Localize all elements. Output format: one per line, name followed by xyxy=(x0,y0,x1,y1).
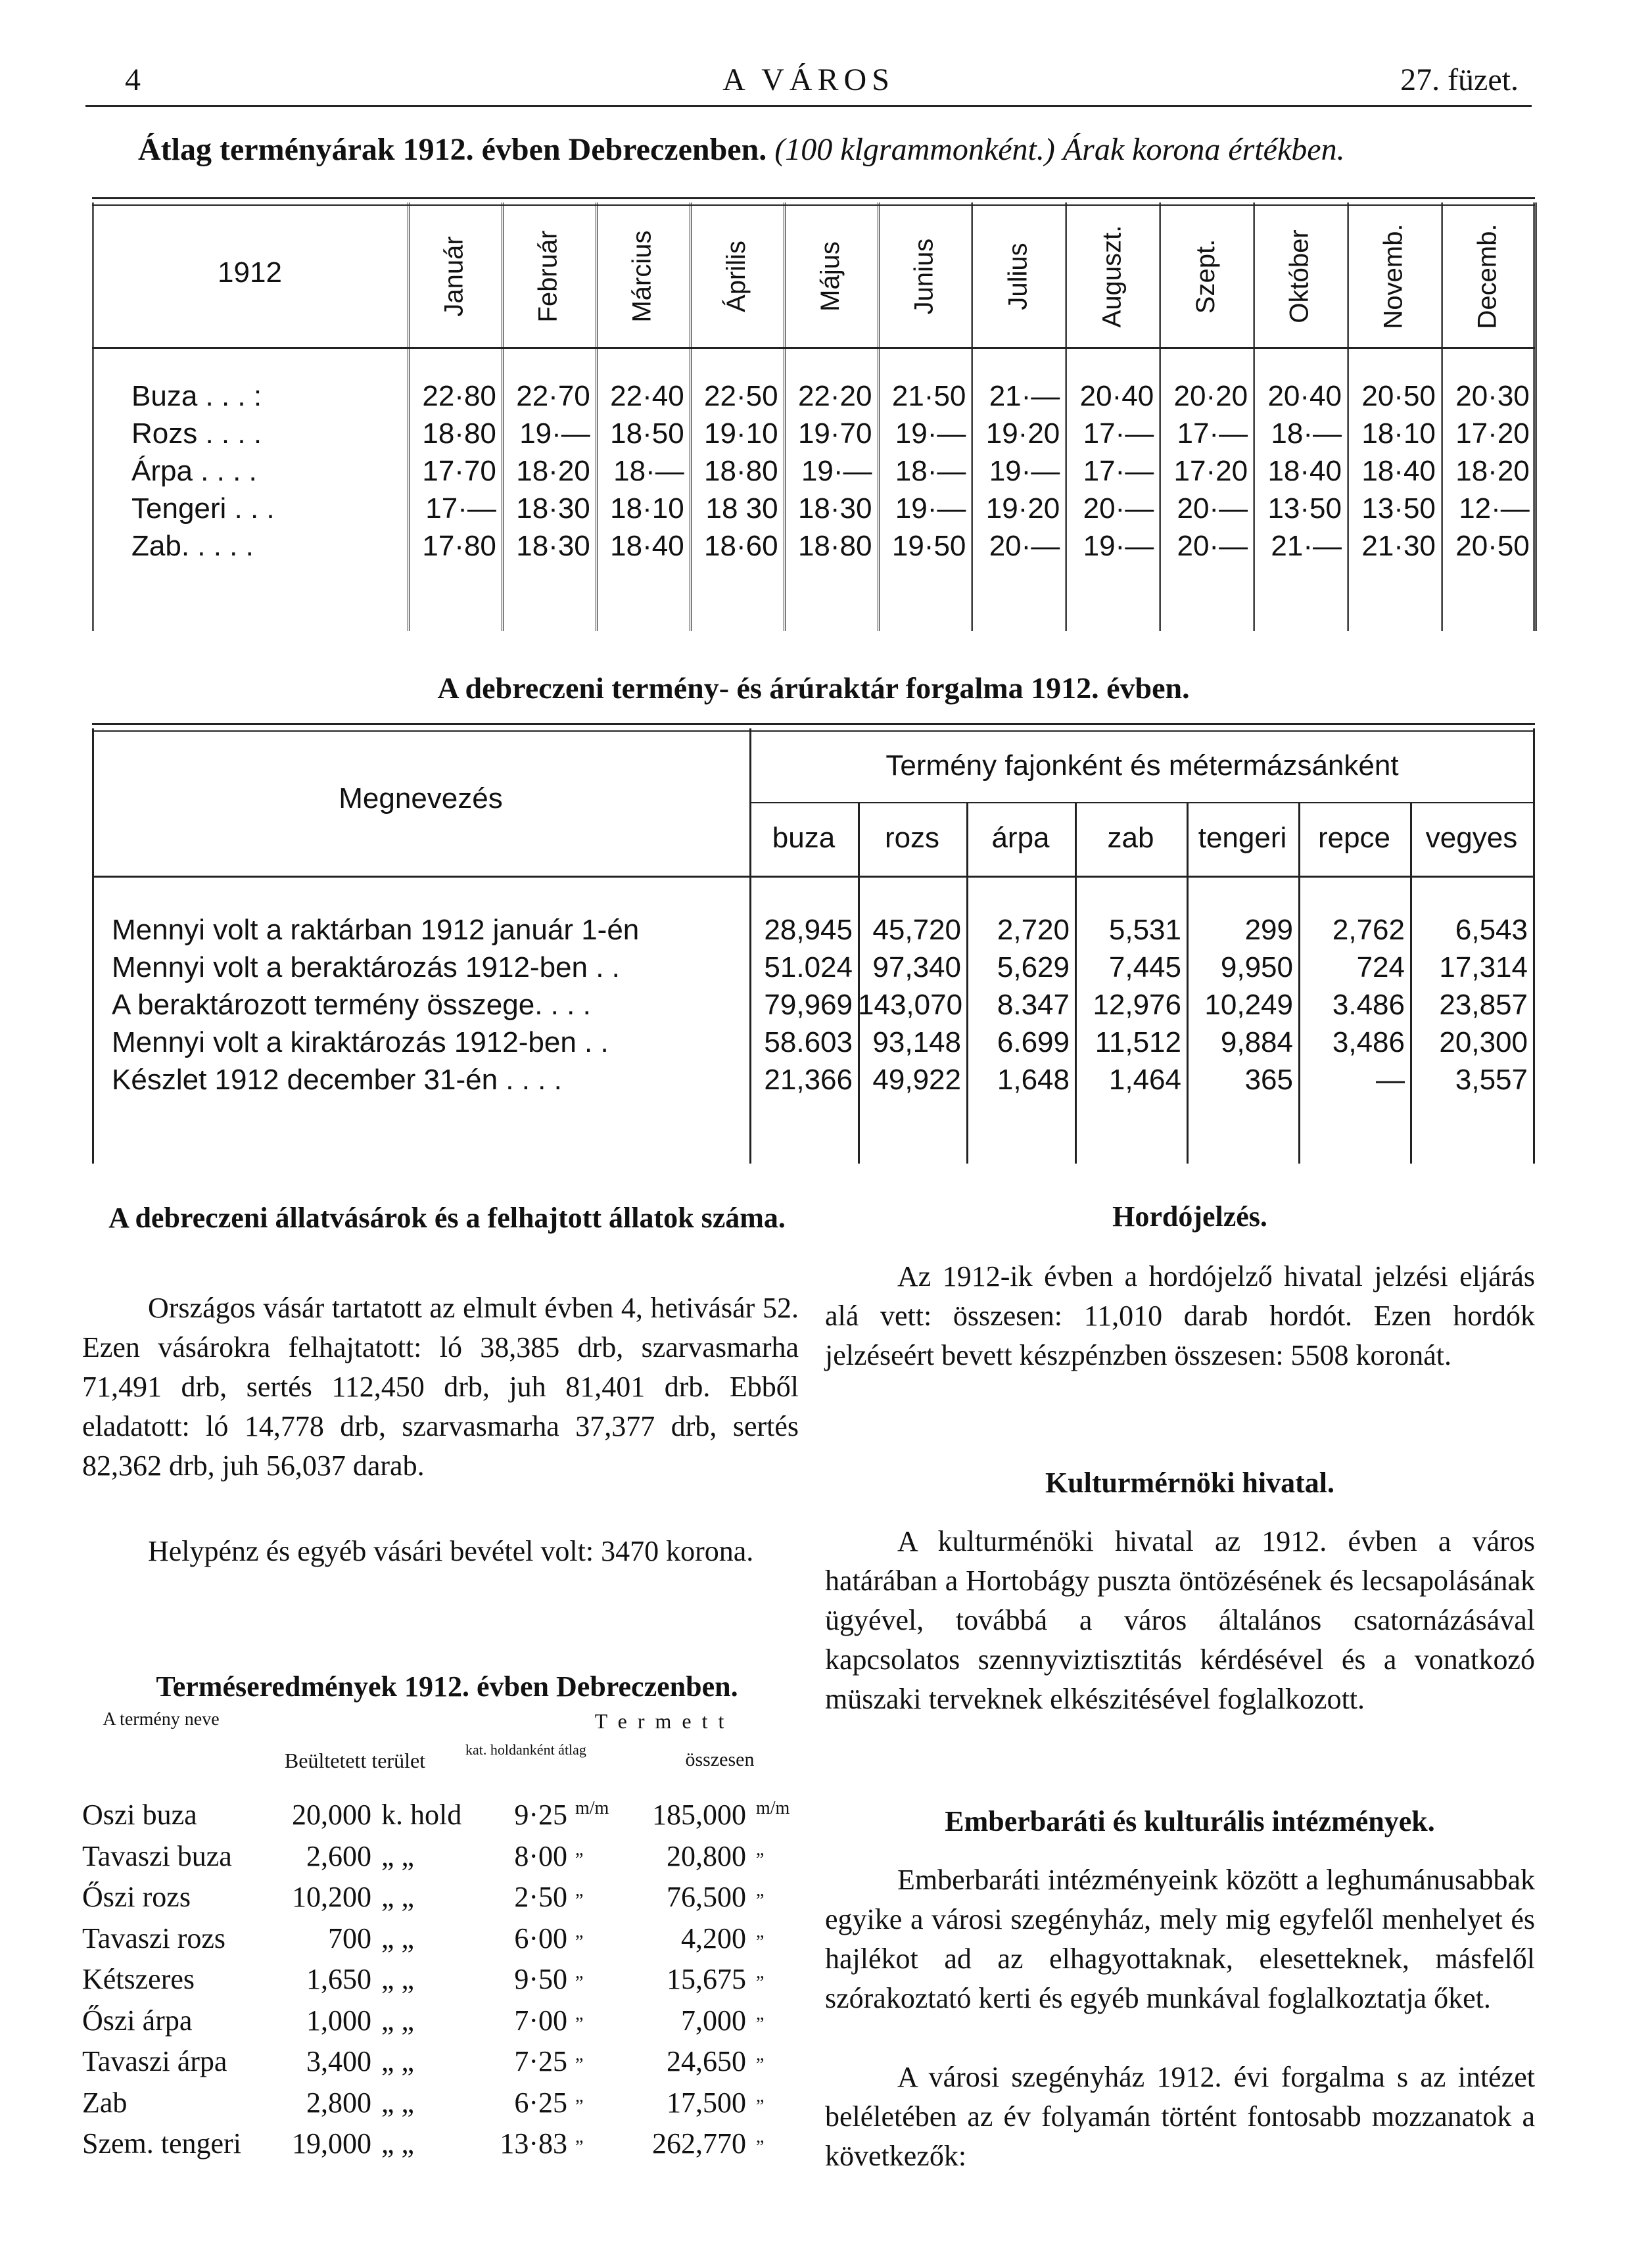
crop-total: 15,675 xyxy=(667,1963,746,1995)
crop-name: Szem. tengeri xyxy=(82,2127,241,2160)
warehouse-row-label: Készlet 1912 december 31-én . . . . xyxy=(112,1064,562,1096)
livestock-paragraph-2: Helypénz és egyéb vásári bevétel volt: 3470 korona. xyxy=(148,1535,754,1567)
crop-area: 19,000 xyxy=(292,2127,371,2160)
price-cell: 18·30 xyxy=(797,492,872,525)
livestock-title: A debreczeni állatvásárok és a felhajtott állatok száma. xyxy=(108,1202,786,1234)
price-cell: 18·10 xyxy=(610,492,684,525)
price-cell: 19·— xyxy=(895,417,966,450)
price-cell: 18·20 xyxy=(1455,455,1530,487)
price-cell: 12·— xyxy=(1459,492,1530,525)
price-cell: 19·50 xyxy=(891,530,966,562)
month-label: Május xyxy=(815,241,845,312)
price-cell: 18·50 xyxy=(610,417,684,450)
crop-total: 7,000 xyxy=(681,2004,746,2037)
name-header: Megnevezés xyxy=(339,782,503,815)
crop-area-unit: „ „ xyxy=(381,2127,415,2160)
crop-avg-unit: „ xyxy=(575,2003,584,2024)
crop-avg-unit: „ xyxy=(575,1921,584,1942)
crop-name: Őszi árpa xyxy=(82,2004,193,2037)
price-cell: 18·10 xyxy=(1361,417,1436,450)
warehouse-cell: 1,464 xyxy=(1108,1064,1181,1096)
warehouse-cell: 143,070 xyxy=(858,989,963,1021)
issue-label: 27. füzet. xyxy=(1400,62,1519,97)
crop-total-unit: „ xyxy=(756,1839,765,1860)
month-header-5 xyxy=(878,210,972,342)
month-header-0 xyxy=(408,210,502,342)
crop-avg: 7·25 xyxy=(514,2045,567,2077)
crop-total: 262,770 xyxy=(652,2127,746,2160)
crop-name: Tavaszi árpa xyxy=(82,2045,227,2077)
crop-avg-unit: „ xyxy=(575,2127,584,2147)
warehouse-cell: 3,486 xyxy=(1332,1026,1405,1058)
crop-avg: 2·50 xyxy=(514,1881,567,1913)
month-header-2 xyxy=(596,210,690,342)
price-cell: 17·80 xyxy=(422,530,496,562)
price-cell: 18·— xyxy=(613,455,684,487)
warehouse-cell: 5,531 xyxy=(1108,914,1181,946)
crop-avg-unit: „ xyxy=(575,1839,584,1860)
table-rule xyxy=(92,347,1535,349)
month-label: Március xyxy=(627,229,657,323)
warehouse-table xyxy=(92,723,1535,1164)
price-cell: 18·— xyxy=(895,455,966,487)
ember-paragraph-2: A városi szegényház 1912. évi forgalma s az intézet beléletében az év folyamán történt fontosabb mozzanatok a következők: xyxy=(825,2061,1535,2172)
price-cell: 18·80 xyxy=(704,455,778,487)
price-cell: 19·— xyxy=(801,455,872,487)
price-cell: 19·— xyxy=(519,417,590,450)
crop-total-unit: „ xyxy=(756,1962,765,1983)
price-cell: 18·40 xyxy=(1267,455,1342,487)
month-header-3 xyxy=(690,210,784,342)
price-cell: 18·30 xyxy=(516,530,590,562)
total-header: összesen xyxy=(685,1749,755,1770)
commodity-header: zab xyxy=(1107,822,1154,854)
crop-avg-unit: „ xyxy=(575,1880,584,1901)
table-rule xyxy=(92,876,1535,878)
crop-total-unit: „ xyxy=(756,2044,765,2065)
month-label: Február xyxy=(533,229,563,323)
warehouse-cell: 45,720 xyxy=(872,914,961,946)
crop-area-unit: „ „ xyxy=(381,1963,415,1995)
column-line xyxy=(1535,202,1537,631)
warehouse-cell: 724 xyxy=(1356,951,1405,983)
price-cell: 18·80 xyxy=(797,530,872,562)
warehouse-cell: 58.603 xyxy=(764,1026,853,1058)
table-rule xyxy=(92,723,1535,732)
warehouse-cell: 299 xyxy=(1244,914,1293,946)
price-cell: 13·50 xyxy=(1361,492,1436,525)
warehouse-cell: — xyxy=(1376,1064,1405,1096)
commodity-header: buza xyxy=(772,822,836,854)
livestock-paragraph-1: Országos vásár tartatott az elmult évben 4, hetivásár 52. Ezen vásárokra felhajtatott: ló 38,385 drb, szarvasmarha 71,491 drb, sertés 112,450 drb, juh 81,401 drb. Ebből eladatott: ló 14,778 drb, szarvasmarha 37,377 drb, sertés 82,362 drb, juh 56,037 darab. xyxy=(82,1292,799,1482)
kultur-paragraph: A kulturménöki hivatal az 1912. évben a város határában a Hortobágy puszta öntözésének és lecsapolásának ügyével, továbbá a város általános csatornázásával kapcsolatos szennyviztisztitás kérdésével és a vonatkozó müszaki terveknek elkészitésével foglalkozott. xyxy=(825,1525,1535,1715)
warehouse-cell: 23,857 xyxy=(1439,989,1528,1021)
crop-avg: 9·50 xyxy=(514,1963,567,1995)
avg-header: kat. holdanként átlag xyxy=(465,1741,586,1758)
price-cell: 21·— xyxy=(1271,530,1342,562)
price-cell: 18·30 xyxy=(516,492,590,525)
prices-table xyxy=(92,197,1535,631)
hordo-title: Hordójelzés. xyxy=(1112,1200,1267,1233)
crop-name: Őszi rozs xyxy=(82,1881,191,1913)
crop-name: Oszi buza xyxy=(82,1799,197,1831)
price-cell: 20·40 xyxy=(1267,380,1342,412)
hordo-paragraph: Az 1912-ik évben a hordójelző hivatal jelzési eljárás alá vett: összesen: 11,010 darab hordót. Ezen hordók jelzéseért bevett készpénzben összesen: 5508 koronát. xyxy=(825,1260,1535,1371)
warehouse-cell: 21,366 xyxy=(764,1064,853,1096)
month-header-11 xyxy=(1441,210,1535,342)
crop-area-unit: k. hold xyxy=(381,1799,462,1831)
price-cell: 22·20 xyxy=(797,380,872,412)
crop-row xyxy=(82,1798,812,1839)
area-header: Beültetett terület xyxy=(284,1749,426,1772)
warehouse-cell: 97,340 xyxy=(872,951,961,983)
price-cell: 17·— xyxy=(1177,417,1248,450)
price-row-label: Zab. . . . . xyxy=(131,530,254,562)
price-cell: 20·40 xyxy=(1079,380,1154,412)
warehouse-row-label: Mennyi volt a raktárban 1912 január 1-én xyxy=(112,914,640,946)
crop-row xyxy=(82,2127,812,2167)
price-cell: 17·20 xyxy=(1455,417,1530,450)
warehouse-cell: 49,922 xyxy=(872,1064,961,1096)
ember-title: Emberbaráti és kulturális intézmények. xyxy=(945,1805,1435,1837)
price-cell: 18·40 xyxy=(1361,455,1436,487)
crop-total-unit: m/m xyxy=(756,1798,790,1818)
price-cell: 20·— xyxy=(1083,492,1154,525)
commodity-header: repce xyxy=(1317,822,1391,854)
price-cell: 21·50 xyxy=(891,380,966,412)
price-cell: 19·20 xyxy=(985,492,1060,525)
crop-avg: 8·00 xyxy=(514,1839,567,1872)
crop-name: Tavaszi rozs xyxy=(82,1922,226,1954)
warehouse-row-label: Mennyi volt a beraktározás 1912-ben . . xyxy=(112,951,620,983)
crop-total: 17,500 xyxy=(667,2086,746,2119)
warehouse-cell: 1,648 xyxy=(997,1064,1070,1096)
warehouse-cell: 28,945 xyxy=(764,914,853,946)
month-header-10 xyxy=(1347,210,1441,342)
price-cell: 22·80 xyxy=(422,380,496,412)
warehouse-cell: 10,249 xyxy=(1204,989,1293,1021)
price-cell: 20·50 xyxy=(1455,530,1530,562)
warehouse-row-label: Mennyi volt a kiraktározás 1912-ben . . xyxy=(112,1026,609,1058)
page-header xyxy=(85,53,1532,107)
price-cell: 18·— xyxy=(1271,417,1342,450)
month-label: Auguszt. xyxy=(1097,225,1127,327)
month-label: Április xyxy=(721,240,751,312)
warehouse-row-label: A beraktározott termény összege. . . . xyxy=(112,989,591,1021)
crop-total-unit: „ xyxy=(756,2127,765,2147)
crop-name: Kétszeres xyxy=(82,1963,195,1995)
warehouse-cell: 79,969 xyxy=(764,989,853,1021)
crop-avg-unit: „ xyxy=(575,2085,584,2106)
table-rule xyxy=(92,197,1535,206)
group-header: Termény fajonként és métermázsánként xyxy=(885,749,1399,782)
crop-area-unit: „ „ xyxy=(381,1922,415,1954)
warehouse-table-title: A debreczeni termény- és árúraktár forgalma 1912. évben. xyxy=(437,671,1190,705)
crop-avg-unit: m/m xyxy=(575,1798,609,1818)
warehouse-cell: 9,884 xyxy=(1220,1026,1293,1058)
price-cell: 18·60 xyxy=(704,530,778,562)
table-rule xyxy=(749,802,1535,803)
prices-title-main: Átlag terményárak 1912. évben Debreczenben. xyxy=(138,132,767,167)
warehouse-cell: 12,976 xyxy=(1093,989,1181,1021)
year-label: 1912 xyxy=(218,256,282,289)
price-cell: 22·70 xyxy=(516,380,590,412)
crops-title: Terméseredmények 1912. évben Debreczenben. xyxy=(156,1670,738,1703)
ember-paragraph-1: Emberbaráti intézményeink között a leghumánusabbak egyike a városi szegényház, mely mig egyfelől menhelyet és hajlékot ad az elhagyottaknak, elesetteknek, másfelől szórakoztató kerti és egyéb munkával foglalkoztatja őket. xyxy=(825,1864,1535,2014)
crop-area: 700 xyxy=(328,1922,371,1954)
column-line xyxy=(92,202,94,631)
crop-area: 1,650 xyxy=(306,1963,371,1995)
kultur-title: Kulturmérnöki hivatal. xyxy=(1045,1467,1335,1499)
column-line xyxy=(92,728,94,1164)
warehouse-cell: 2,762 xyxy=(1332,914,1405,946)
crop-area: 3,400 xyxy=(306,2045,371,2077)
crop-avg: 13·83 xyxy=(500,2127,567,2160)
price-cell: 18·40 xyxy=(610,530,684,562)
crop-total: 4,200 xyxy=(681,1922,746,1954)
warehouse-cell: 9,950 xyxy=(1220,951,1293,983)
price-cell: 19·— xyxy=(1083,530,1154,562)
month-label: Szept. xyxy=(1191,239,1221,314)
month-header-4 xyxy=(784,210,878,342)
warehouse-cell: 51.024 xyxy=(764,951,853,983)
yield-group-header: T e r m e t t xyxy=(594,1709,727,1733)
crop-area: 2,600 xyxy=(306,1839,371,1872)
price-cell: 19·70 xyxy=(797,417,872,450)
price-cell: 21·— xyxy=(989,380,1060,412)
price-cell: 20·— xyxy=(989,530,1060,562)
crop-row xyxy=(82,1880,812,1921)
warehouse-cell: 6,543 xyxy=(1455,914,1528,946)
month-label: Novemb. xyxy=(1379,223,1408,329)
crop-area-unit: „ „ xyxy=(381,2045,415,2077)
warehouse-cell: 8.347 xyxy=(997,989,1070,1021)
crop-total-unit: „ xyxy=(756,2085,765,2106)
commodity-header: tengeri xyxy=(1198,822,1287,854)
crop-avg-unit: „ xyxy=(575,1962,584,1983)
warehouse-cell: 365 xyxy=(1244,1064,1293,1096)
warehouse-cell: 93,148 xyxy=(872,1026,961,1058)
crop-area: 2,800 xyxy=(306,2086,371,2119)
column-line xyxy=(1533,728,1535,1164)
prices-title-note: (100 klgrammonként.) Árak korona értékben. xyxy=(774,132,1345,167)
price-cell: 17·— xyxy=(425,492,496,525)
warehouse-cell: 7,445 xyxy=(1108,951,1181,983)
crop-row xyxy=(82,1839,812,1880)
price-cell: 17·70 xyxy=(422,455,496,487)
warehouse-cell: 5,629 xyxy=(997,951,1070,983)
price-cell: 13·50 xyxy=(1267,492,1342,525)
warehouse-cell: 20,300 xyxy=(1439,1026,1528,1058)
price-cell: 19·— xyxy=(895,492,966,525)
price-cell: 20·— xyxy=(1177,492,1248,525)
crop-area-unit: „ „ xyxy=(381,1839,415,1872)
crop-total: 185,000 xyxy=(652,1799,746,1831)
page-number: 4 xyxy=(125,62,141,97)
crop-area-unit: „ „ xyxy=(381,2086,415,2119)
price-cell: 19·10 xyxy=(704,417,778,450)
crop-total: 24,650 xyxy=(667,2045,746,2077)
prices-table-title xyxy=(138,131,1345,168)
month-header-9 xyxy=(1253,210,1347,342)
month-header-1 xyxy=(502,210,596,342)
warehouse-cell: 3.486 xyxy=(1332,989,1405,1021)
crop-avg: 6·00 xyxy=(514,1922,567,1954)
crop-name-header: A termény neve xyxy=(103,1709,220,1730)
crop-avg: 6·25 xyxy=(514,2086,567,2119)
crop-total: 76,500 xyxy=(667,1881,746,1913)
crop-area: 1,000 xyxy=(306,2004,371,2037)
crop-row xyxy=(82,2044,812,2085)
crop-total-unit: „ xyxy=(756,1921,765,1942)
price-cell: 20·50 xyxy=(1361,380,1436,412)
journal-title: A VÁROS xyxy=(722,62,895,97)
price-cell: 18·80 xyxy=(422,417,496,450)
crop-avg: 7·00 xyxy=(514,2004,567,2037)
crop-total-unit: „ xyxy=(756,2003,765,2024)
crop-area-unit: „ „ xyxy=(381,1881,415,1913)
price-row-label: Árpa . . . . xyxy=(131,455,257,487)
crop-avg-unit: „ xyxy=(575,2044,584,2065)
price-cell: 22·40 xyxy=(610,380,684,412)
price-cell: 20·30 xyxy=(1455,380,1530,412)
crop-name: Tavaszi buza xyxy=(82,1839,232,1872)
price-cell: 19·20 xyxy=(985,417,1060,450)
month-label: Julius xyxy=(1003,242,1033,310)
commodity-header: vegyes xyxy=(1425,822,1518,854)
month-label: Január xyxy=(439,235,469,317)
warehouse-cell: 17,314 xyxy=(1439,951,1528,983)
price-cell: 17·— xyxy=(1083,417,1154,450)
crop-area: 10,200 xyxy=(292,1881,371,1913)
warehouse-cell: 3,557 xyxy=(1455,1064,1528,1096)
month-header-7 xyxy=(1065,210,1159,342)
crop-row xyxy=(82,2004,812,2044)
price-cell: 18·20 xyxy=(516,455,590,487)
warehouse-cell: 2,720 xyxy=(997,914,1070,946)
price-cell: 22·50 xyxy=(704,380,778,412)
crop-area: 20,000 xyxy=(292,1799,371,1831)
crop-area-unit: „ „ xyxy=(381,2004,415,2037)
crop-name: Zab xyxy=(82,2086,128,2119)
price-cell: 19·— xyxy=(989,455,1060,487)
crop-row xyxy=(82,1962,812,2003)
month-label: Október xyxy=(1285,229,1315,323)
price-cell: 18 30 xyxy=(705,492,778,525)
month-header-6 xyxy=(971,210,1065,342)
price-row-label: Buza . . . : xyxy=(131,380,262,412)
price-cell: 17·20 xyxy=(1173,455,1248,487)
month-label: Junius xyxy=(909,238,939,314)
price-cell: 20·20 xyxy=(1173,380,1248,412)
price-row-label: Tengeri . . . xyxy=(131,492,275,525)
warehouse-cell: 6.699 xyxy=(997,1026,1070,1058)
crops-table xyxy=(82,1709,812,2196)
price-cell: 20·— xyxy=(1177,530,1248,562)
warehouse-cell: 11,512 xyxy=(1095,1026,1181,1058)
crop-row xyxy=(82,2086,812,2127)
month-label: Decemb. xyxy=(1473,223,1502,329)
crop-row xyxy=(82,1922,812,1962)
commodity-header: rozs xyxy=(884,822,940,854)
price-row-label: Rozs . . . . xyxy=(131,417,262,450)
commodity-header: árpa xyxy=(991,822,1050,854)
crop-total-unit: „ xyxy=(756,1880,765,1901)
price-cell: 21·30 xyxy=(1361,530,1436,562)
crop-avg: 9·25 xyxy=(514,1799,567,1831)
price-cell: 17·— xyxy=(1083,455,1154,487)
month-header-8 xyxy=(1159,210,1253,342)
crop-total: 20,800 xyxy=(667,1839,746,1872)
